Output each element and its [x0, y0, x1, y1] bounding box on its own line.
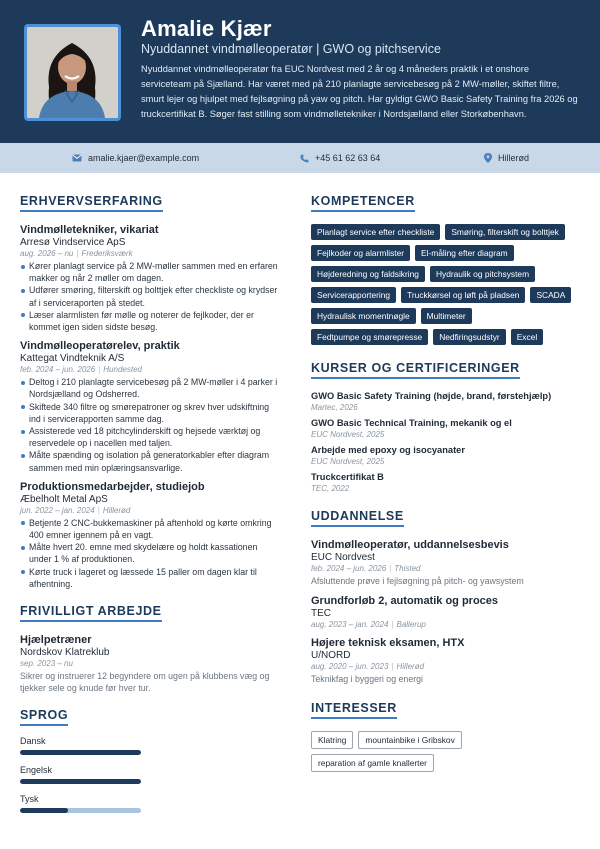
entry-title: Vindmølletekniker, vikariat	[20, 224, 159, 236]
bullet-item: Kører planlagt service på 2 MW-møller sammen med en erfaren makker og når 2 møller om dagen.	[20, 260, 282, 284]
contact-location	[484, 153, 529, 163]
entry-title: Hjælpetræner	[20, 634, 92, 647]
entry-title: Vindmølleoperatørelev, praktik	[20, 340, 180, 353]
skill-tag: Excel	[511, 329, 543, 345]
interest-tag: Klatring	[311, 731, 353, 749]
language-level-fill	[20, 808, 68, 813]
skill-tag: Truckkørsel og løft på pladsen	[401, 287, 525, 303]
language-level-bar	[20, 779, 141, 784]
course-meta: EUC Nordvest, 2025	[311, 430, 385, 439]
entry-org: EUC Nordvest	[311, 552, 375, 563]
left-column	[20, 190, 282, 813]
map-pin-icon	[484, 153, 492, 163]
education-entry	[311, 539, 581, 587]
bullet-item: Målte spænding og isolation på generatorkabler efter diagram sammen med min oplæringsansvarlige.	[20, 449, 282, 473]
entry-description: Teknikfag i byggeri og energi	[311, 674, 423, 685]
candidate-headline: Nyuddannet vindmølleoperatør | GWO og pitchservice	[141, 42, 441, 56]
language-item	[20, 794, 282, 813]
language-level-fill	[20, 779, 141, 784]
bullet-item: Skiftede 340 filtre og smørepatroner og skrev hver udskiftning ind i servicerapporten samme dag.	[20, 401, 282, 425]
entry-meta: feb. 2024 – jun. 2026 | Hundested	[20, 365, 142, 375]
course-meta: EUC Nordvest, 2025	[311, 457, 385, 466]
language-name: Engelsk	[20, 765, 53, 776]
entry-title: Vindmølleoperatør, uddannelsesbevis	[311, 539, 509, 551]
course-title: Truckcertifikat B	[311, 472, 384, 482]
skill-tag: Smøring, filterskift og bolttjek	[445, 224, 565, 240]
entry-org: Æbelholt Metal ApS	[20, 493, 108, 505]
entry-bullets	[20, 517, 282, 590]
education-entry	[311, 595, 581, 629]
profile-summary: Nyuddannet vindmølleoperatør fra EUC Nordvest med 2 år og 4 måneders praktik i et onshore serviceteam på Sjælland. Har været med på 210 planlagte servicebesøg på 2 MW-møller, skiftet filtre, smurt lejer og hjulpet med fejlsøgning på yaw og pitch. Har gyldigt GWO Basic Safety Training fra 2026 og truckcertifikat B. Søger fast stilling som vindmølletekniker i Nordsjælland eller Storkøbenhavn.	[141, 64, 578, 119]
location-text: Hillerød	[498, 153, 530, 163]
course-meta: Martec, 2026	[311, 403, 358, 412]
phone-text: +45 61 62 63 64	[315, 153, 381, 163]
email-text: amalie.kjaer@example.com	[88, 153, 200, 163]
contact-phone[interactable]	[300, 153, 380, 163]
course-title: GWO Basic Technical Training, mekanik og el	[311, 418, 512, 428]
section-title-education: UDDANNELSE	[311, 509, 404, 527]
skill-tag: Nedfiringsudstyr	[433, 329, 506, 345]
envelope-icon	[72, 154, 82, 162]
entry-bullets	[20, 376, 282, 474]
header	[0, 0, 600, 143]
course-title: Arbejde med epoxy og isocyanater	[311, 445, 465, 455]
experience-entry	[20, 340, 282, 474]
section-title-interests: INTERESSER	[311, 701, 397, 719]
right-column	[311, 190, 581, 772]
language-name: Tysk	[20, 794, 39, 805]
candidate-name: Amalie Kjær	[141, 16, 272, 41]
entry-meta: feb. 2024 – jun. 2026 | Thisted	[311, 564, 421, 573]
skill-tag: Højderedning og faldsikring	[311, 266, 425, 282]
bullet-item: Deltog i 210 planlagte servicebesøg på 2 MW-møller i 4 parker i Nordsjælland og Odsherred.	[20, 376, 282, 400]
course-title: GWO Basic Safety Training (højde, brand, førstehjælp)	[311, 391, 552, 401]
experience-entry	[20, 224, 282, 333]
bullet-item: Kørte truck i lageret og læssede 15 paller om dagen klar til afhentning.	[20, 566, 282, 590]
skill-tag: Servicerapportering	[311, 287, 396, 303]
section-title-experience: ERHVERVSERFARING	[20, 194, 163, 212]
course-item	[311, 472, 581, 493]
skill-tags	[311, 224, 581, 345]
language-name: Dansk	[20, 736, 46, 747]
language-level-bar	[20, 808, 141, 813]
language-list	[20, 736, 282, 813]
contact-email[interactable]	[72, 153, 199, 163]
bullet-item: Assisterede ved 18 pitchcylinderskift og hejsede værktøj og reservedele op i nacellen med taljen.	[20, 425, 282, 449]
bullet-item: Betjente 2 CNC-bukkemaskiner på aftenhold og kørte omkring 400 emner igennem på en vagt.	[20, 517, 282, 541]
contact-bar	[0, 143, 600, 173]
skill-tag: Planlagt service efter checkliste	[311, 224, 440, 240]
entry-description: Sikrer og instruerer 12 begyndere om ugen på klubbens væg og tjekker sele og knude før hver tur.	[20, 671, 270, 694]
entry-org: Arresø Vindservice ApS	[20, 237, 126, 248]
profile-photo	[24, 24, 121, 121]
course-meta: TEC, 2022	[311, 484, 350, 493]
course-list	[311, 391, 581, 493]
interest-tag: reparation af gamle knallerter	[311, 754, 434, 772]
skill-tag: El-måling efter diagram	[415, 245, 514, 261]
entry-meta: jun. 2022 – jan. 2024 | Hillerød	[20, 505, 131, 515]
education-entry	[311, 637, 581, 685]
section-title-volunteer: FRIVILLIGT ARBEJDE	[20, 604, 162, 622]
course-item	[311, 391, 581, 412]
volunteer-entry	[20, 634, 282, 694]
entry-meta: aug. 2026 – nu | Frederiksværk	[20, 249, 133, 258]
interest-tag: mountainbike i Gribskov	[358, 731, 461, 749]
entry-org: U/NORD	[311, 650, 351, 662]
section-title-languages: SPROG	[20, 708, 68, 726]
course-item	[311, 445, 581, 466]
skill-tag: Fedtpumpe og smørepresse	[311, 329, 428, 345]
bullet-item: Læser alarmlisten før mølle og noterer de fejlkoder, der er kommet igen siden sidste besøg.	[20, 309, 282, 333]
language-level-bar	[20, 750, 141, 755]
skill-tag: SCADA	[530, 287, 571, 303]
entry-meta: aug. 2023 – jan. 2024 | Ballerup	[311, 620, 426, 630]
entry-bullets	[20, 260, 282, 333]
language-level-fill	[20, 750, 141, 755]
phone-icon	[300, 154, 309, 163]
entry-description: Afsluttende prøve i fejlsøgning på pitch- og yawsystem	[311, 576, 524, 586]
bullet-item: Udfører smøring, filterskift og bolttjek efter checkliste og krydser af i serviceraporten på stedet.	[20, 284, 282, 308]
bullet-item: Målte hvert 20. emne med skydelære og holdt kassationen under 1 % af produktionen.	[20, 541, 282, 565]
course-item	[311, 418, 581, 439]
experience-entry	[20, 481, 282, 590]
entry-org: Nordskov Klatreklub	[20, 647, 110, 659]
interest-tags	[311, 731, 581, 772]
section-title-skills: KOMPETENCER	[311, 194, 415, 212]
skill-tag: Hydraulik og pitchsystem	[430, 266, 535, 282]
entry-org: TEC	[311, 608, 331, 620]
entry-meta: sep. 2023 – nu	[20, 659, 73, 669]
entry-title: Grundforløb 2, automatik og proces	[311, 595, 499, 608]
skill-tag: Hydraulisk momentnøgle	[311, 308, 416, 324]
entry-meta: aug. 2020 – jun. 2023 | Hillerød	[311, 662, 425, 672]
language-item	[20, 736, 282, 755]
language-item	[20, 765, 282, 784]
skill-tag: Multimeter	[421, 308, 472, 324]
skill-tag: Fejlkoder og alarmlister	[311, 245, 410, 261]
entry-title: Højere teknisk eksamen, HTX	[311, 637, 465, 650]
entry-title: Produktionsmedarbejder, studiejob	[20, 480, 205, 493]
entry-org: Kattegat Vindteknik A/S	[20, 353, 125, 365]
section-title-courses: KURSER OG CERTIFICERINGER	[311, 361, 520, 379]
